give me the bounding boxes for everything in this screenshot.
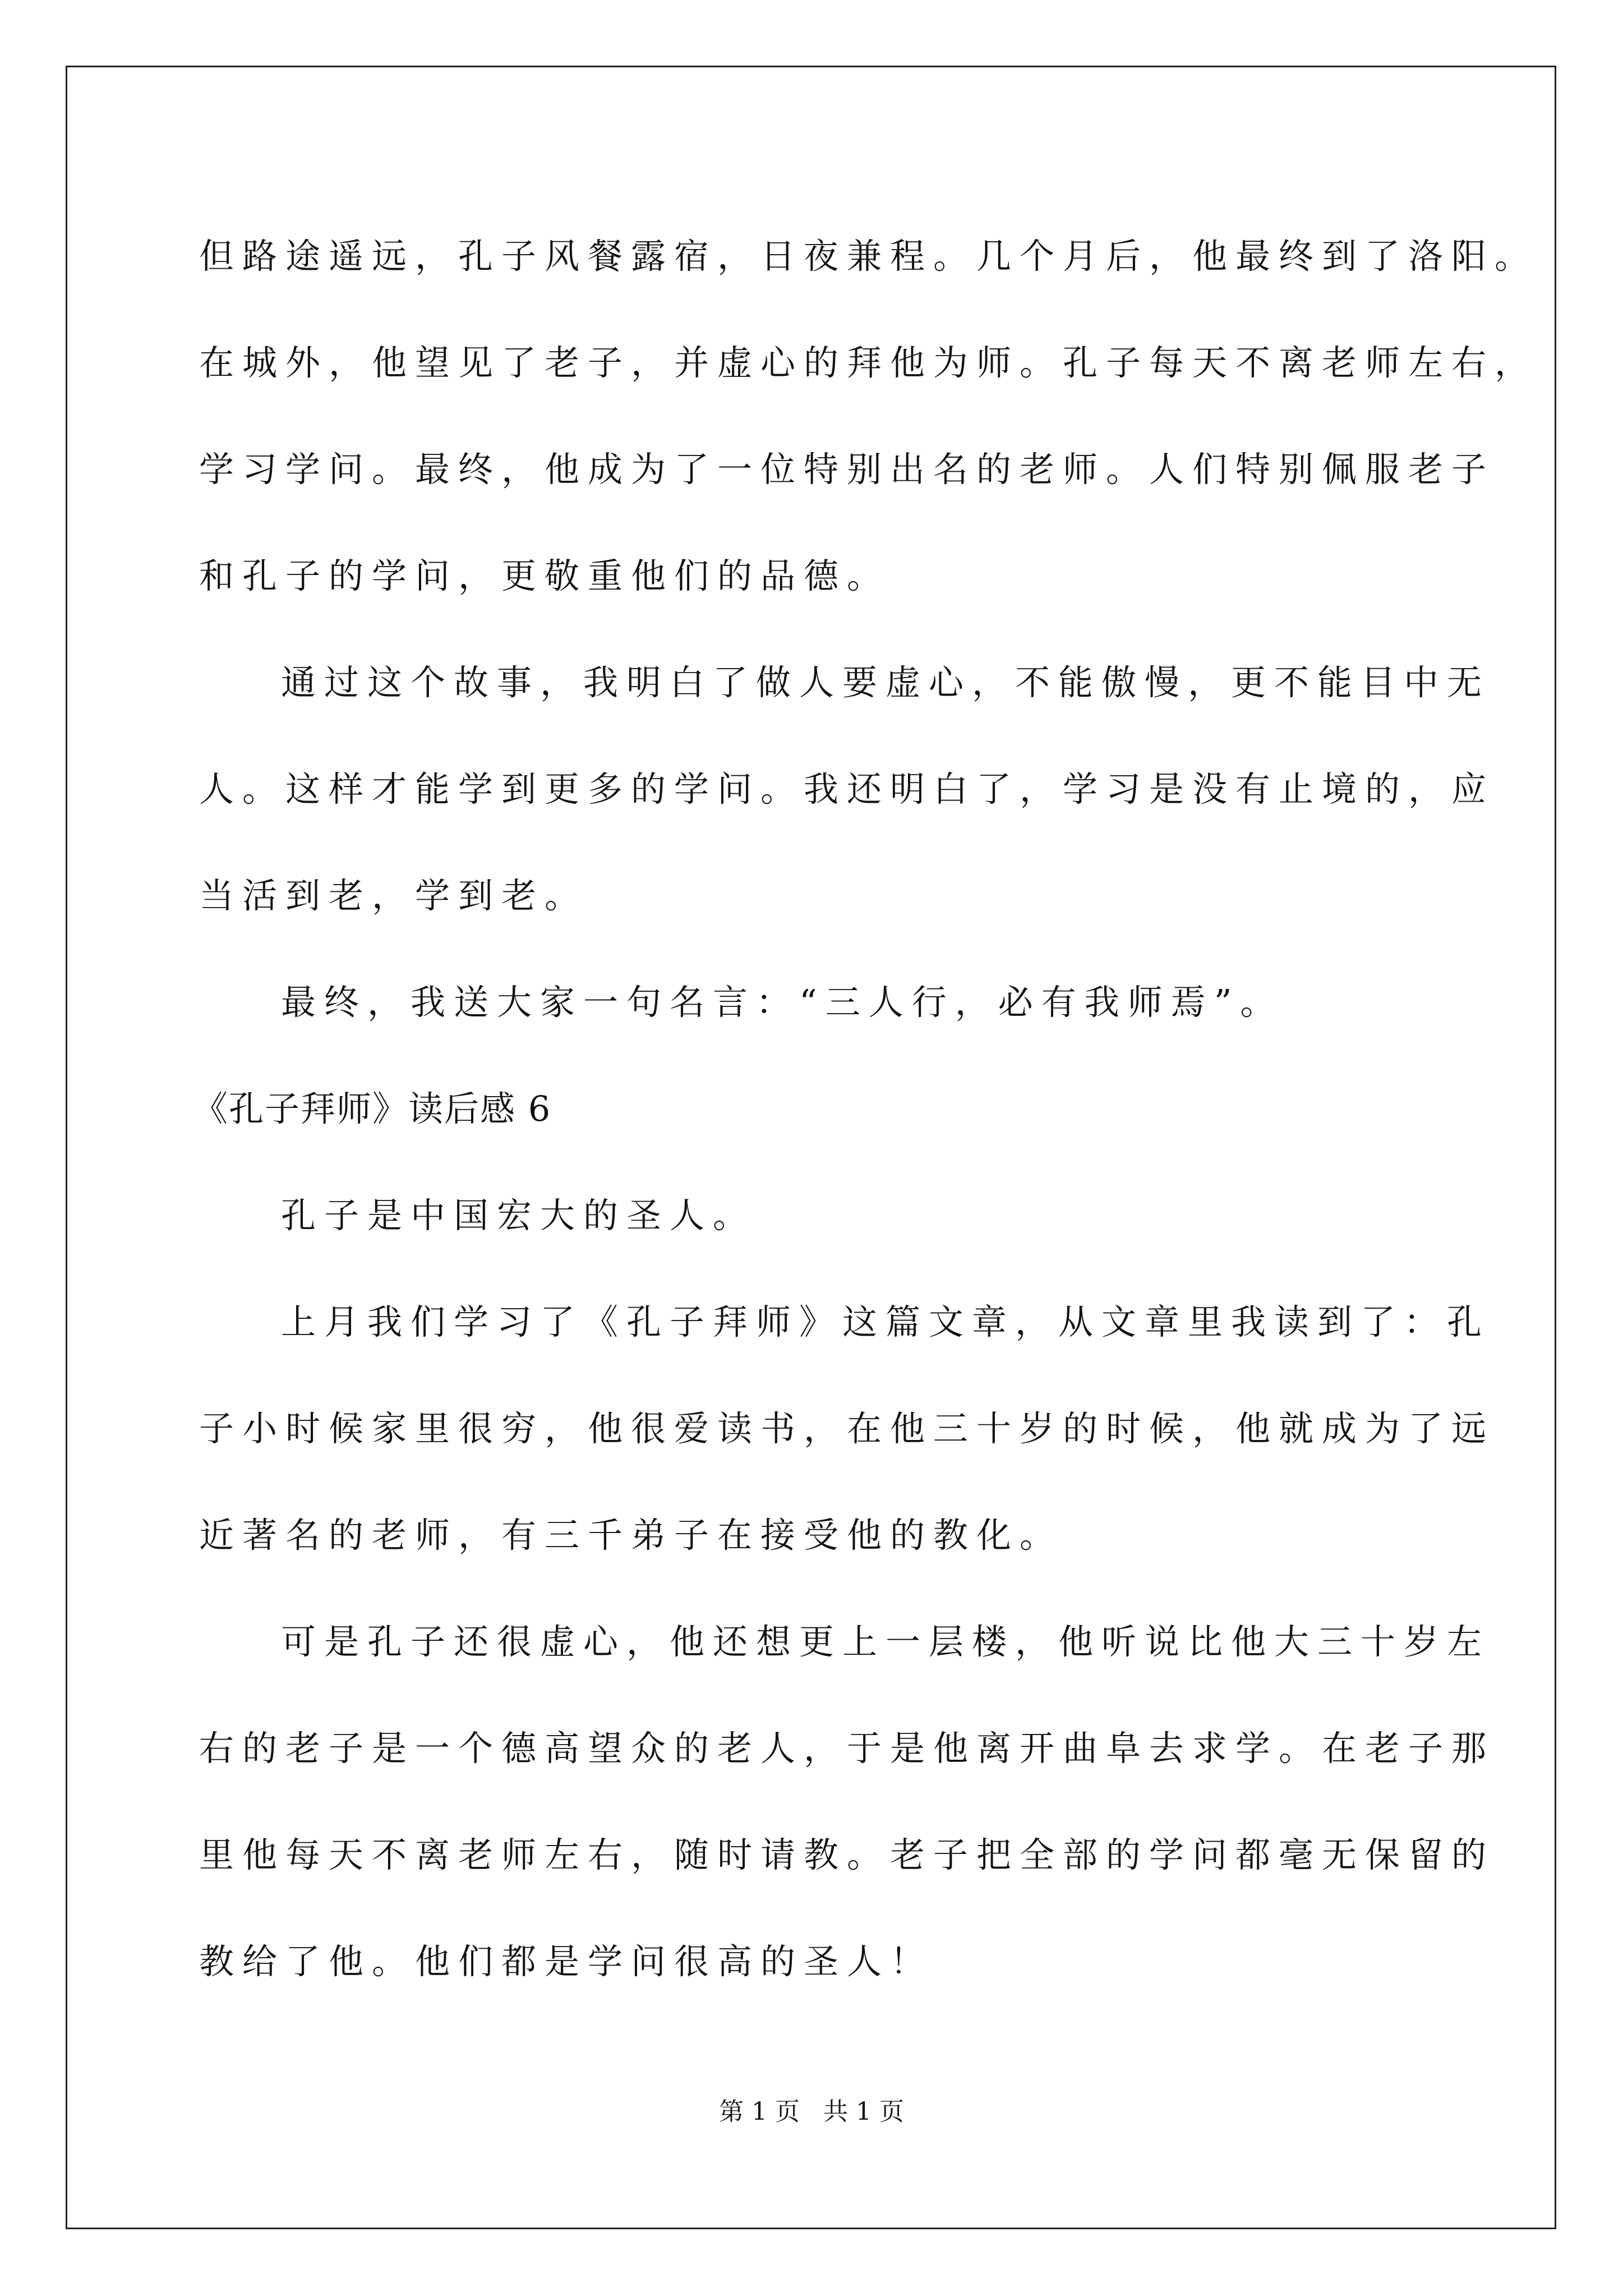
text-line-15: 右的老子是一个德高望众的老人，于是他离开曲阜去求学。在老子那 bbox=[199, 1728, 1495, 1769]
text-line-13: 近著名的老师，有三千弟子在接受他的教化。 bbox=[199, 1515, 1063, 1556]
text-line-10: 孔子是中国宏大的圣人。 bbox=[281, 1195, 757, 1236]
text-line-7: 当活到老，学到老。 bbox=[199, 875, 588, 916]
text-line-3: 学习学问。最终，他成为了一位特别出名的老师。人们特别佩服老子 bbox=[199, 449, 1495, 490]
document-body bbox=[193, 203, 1538, 2015]
text-line-17: 教给了他。他们都是学问很高的圣人！ bbox=[199, 1941, 934, 1982]
text-line-6: 人。这样才能学到更多的学问。我还明白了，学习是没有止境的，应 bbox=[199, 769, 1495, 809]
text-line-5: 通过这个故事，我明白了做人要虚心，不能傲慢，更不能目中无 bbox=[281, 662, 1491, 703]
text-line-8: 最终，我送大家一句名言：“三人行，必有我师焉”。 bbox=[281, 982, 1284, 1023]
text-line-11: 上月我们学习了《孔子拜师》这篇文章，从文章里我读到了：孔 bbox=[281, 1301, 1491, 1342]
page-footer: 第 1 页 共 1 页 bbox=[719, 2097, 904, 2126]
text-line-4: 和孔子的学问，更敬重他们的品德。 bbox=[199, 555, 891, 596]
text-line-16: 里他每天不离老师左右，随时请教。老子把全部的学问都毫无保留的 bbox=[199, 1834, 1495, 1875]
text-line-1: 但路途遥远，孔子风餐露宿，日夜兼程。几个月后，他最终到了洛阳。 bbox=[199, 236, 1538, 277]
section-title: 《孔子拜师》读后感 6 bbox=[193, 1088, 552, 1129]
text-line-12: 子小时候家里很穷，他很爱读书，在他三十岁的时候，他就成为了远 bbox=[199, 1408, 1495, 1449]
text-line-2: 在城外，他望见了老子，并虚心的拜他为师。孔子每天不离老师左右， bbox=[199, 342, 1538, 383]
text-line-14: 可是孔子还很虚心，他还想更上一层楼，他听说比他大三十岁左 bbox=[281, 1621, 1491, 1662]
